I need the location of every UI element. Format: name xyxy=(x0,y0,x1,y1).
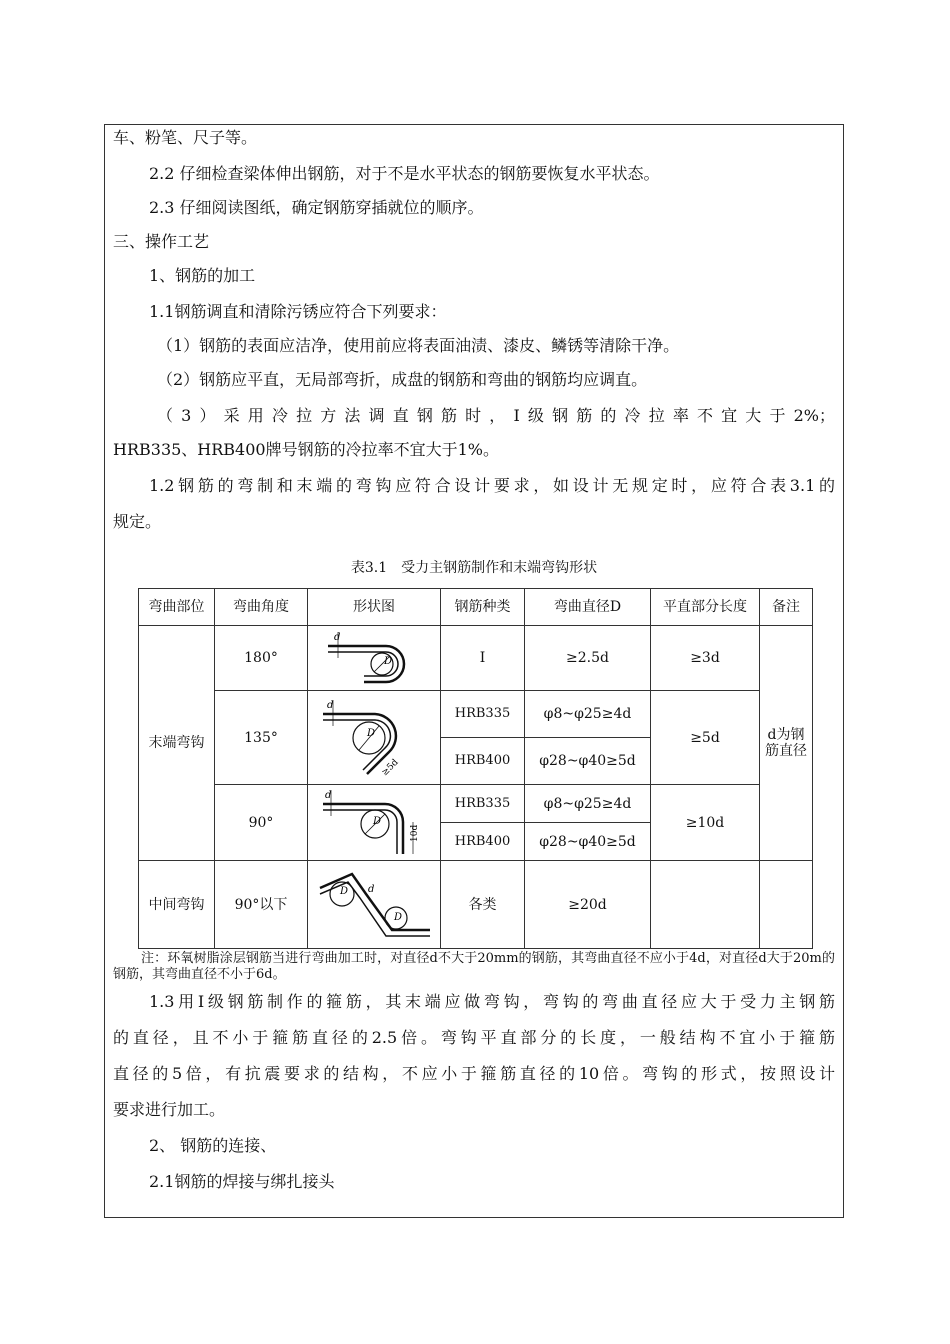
header-type: 钢筋种类 xyxy=(441,589,525,626)
subsection-heading: 1、钢筋的加工 xyxy=(149,266,256,285)
text-line: （1）钢筋的表面应洁净，使用前应将表面油渍、漆皮、鳞锈等清除干净。 xyxy=(157,336,680,355)
hook-mid-diagram xyxy=(312,868,436,942)
label-D: D xyxy=(367,727,376,739)
group-end-hook: 末端弯钩 xyxy=(139,626,215,861)
length-cell: ≥5d xyxy=(651,691,760,785)
table-caption: 表3.1 受力主钢筋制作和末端弯钩形状 xyxy=(350,560,598,576)
diameter-cell: ≥20d xyxy=(525,861,651,949)
label-D: D xyxy=(340,885,349,897)
remark-cell: d为钢筋直径 xyxy=(760,626,813,861)
header-part: 弯曲部位 xyxy=(139,589,215,626)
length-cell xyxy=(651,861,760,949)
label-5d: ≥5d xyxy=(380,757,401,778)
diameter-cell: φ8~φ25≥4d xyxy=(525,691,651,738)
text-line: 直径的5倍，有抗震要求的结构，不应小于箍筋直径的10倍。弯钩的形式，按照设计 xyxy=(113,1064,835,1083)
text-line: 1.1钢筋调直和清除污锈应符合下列要求： xyxy=(149,302,447,321)
label-d: d xyxy=(334,632,341,643)
header-angle: 弯曲角度 xyxy=(215,589,308,626)
section-heading: 三、操作工艺 xyxy=(113,232,210,251)
label-d: d xyxy=(327,699,334,711)
shape-135 xyxy=(308,691,441,785)
label-10d: 10d xyxy=(410,824,420,842)
text-line: 1.2钢筋的弯制和末端的弯钩应符合设计要求，如设计无规定时，应符合表3.1的 xyxy=(149,476,835,495)
length-cell: ≥3d xyxy=(651,626,760,691)
label-D: D xyxy=(373,815,382,827)
length-cell: ≥10d xyxy=(651,785,760,861)
angle-cell: 90° xyxy=(215,785,308,861)
label-d: d xyxy=(325,789,332,801)
table-row xyxy=(139,691,813,738)
text-line: 1.3用Ⅰ级钢筋制作的箍筋，其末端应做弯钩，弯钩的弯曲直径应大于受力主钢筋 xyxy=(149,992,835,1011)
table-note: 注：环氧树脂涂层钢筋当进行弯曲加工时，对直径d不大于20mm的钢筋，其弯曲直径不应小于4d，对直径d大于20m的钢筋，其弯曲直径不小于6d。 xyxy=(113,951,835,982)
type-cell: Ⅰ xyxy=(441,626,525,691)
group-mid-hook: 中间弯钩 xyxy=(139,861,215,949)
angle-cell: 180° xyxy=(215,626,308,691)
text-line: 车、粉笔、尺子等。 xyxy=(113,128,258,147)
text-line: 2.1钢筋的焊接与绑扎接头 xyxy=(149,1172,335,1191)
angle-cell: 135° xyxy=(215,691,308,785)
table-header-row xyxy=(139,589,813,626)
header-remark: 备注 xyxy=(760,589,813,626)
type-cell: HRB335 xyxy=(441,785,525,823)
text-line: 的直径，且不小于箍筋直径的2.5倍。弯钩平直部分的长度，一般结构不宜小于箍筋 xyxy=(113,1028,835,1047)
type-cell: HRB400 xyxy=(441,738,525,785)
table-row xyxy=(139,785,813,823)
type-cell: HRB335 xyxy=(441,691,525,738)
diameter-cell: φ8~φ25≥4d xyxy=(525,785,651,823)
rebar-spec-table xyxy=(138,588,813,949)
type-cell: 各类 xyxy=(441,861,525,949)
shape-90 xyxy=(308,785,441,861)
document-frame xyxy=(104,124,844,1218)
table-row xyxy=(139,626,813,691)
text-line: 要求进行加工。 xyxy=(113,1100,226,1119)
text-line: （2）钢筋应平直，无局部弯折，成盘的钢筋和弯曲的钢筋均应调直。 xyxy=(157,370,648,389)
header-diameter: 弯曲直径D xyxy=(525,589,651,626)
hook-135-diagram xyxy=(319,696,429,780)
type-cell: HRB400 xyxy=(441,823,525,861)
diameter-cell: ≥2.5d xyxy=(525,626,651,691)
hook-180-diagram xyxy=(324,628,424,688)
angle-cell: 90°以下 xyxy=(215,861,308,949)
text-line: 2.3 仔细阅读图纸，确定钢筋穿插就位的顺序。 xyxy=(149,198,484,217)
label-D: D xyxy=(394,911,403,923)
shape-mid xyxy=(308,861,441,949)
remark-cell-empty xyxy=(760,861,813,949)
label-D: D xyxy=(384,656,393,667)
subsection-heading: 2、 钢筋的连接、 xyxy=(149,1136,277,1155)
shape-180 xyxy=(308,626,441,691)
text-line: 2.2 仔细检查梁体伸出钢筋，对于不是水平状态的钢筋要恢复水平状态。 xyxy=(149,164,660,183)
table-row xyxy=(139,861,813,949)
text-line: （3）采用冷拉方法调直钢筋时，Ⅰ级钢筋的冷拉率不宜大于2%； xyxy=(157,406,835,425)
text-line: 规定。 xyxy=(113,512,162,531)
diameter-cell: φ28~φ40≥5d xyxy=(525,738,651,785)
text-line: HRB335、HRB400牌号钢筋的冷拉率不宜大于1%。 xyxy=(113,440,499,459)
diameter-cell: φ28~φ40≥5d xyxy=(525,823,651,861)
label-d: d xyxy=(368,883,375,895)
hook-90-diagram xyxy=(319,788,429,858)
header-length: 平直部分长度 xyxy=(651,589,760,626)
header-shape: 形状图 xyxy=(308,589,441,626)
